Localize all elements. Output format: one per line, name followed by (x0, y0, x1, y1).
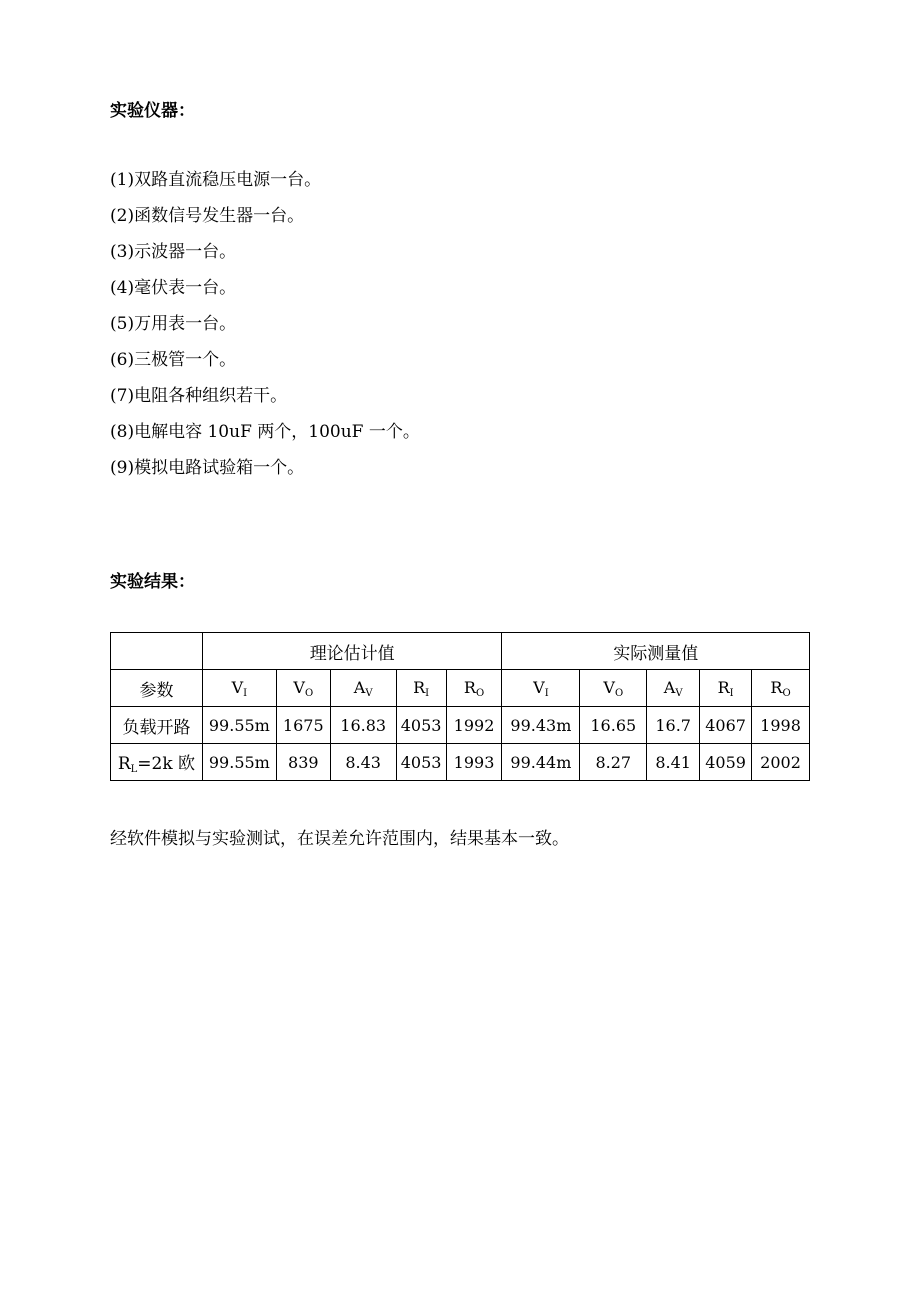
instrument-item: (2)函数信号发生器一台。 (110, 206, 305, 226)
instruments-heading: 实验仪器： (110, 101, 195, 121)
instrument-list (110, 168, 420, 492)
table-cell: 99.43m (502, 707, 580, 744)
table-cell: 839 (276, 744, 330, 781)
conclusion-text: 经软件模拟与实验测试，在误差允许范围内，结果基本一致。 (110, 829, 569, 849)
table-cell: 8.27 (580, 744, 647, 781)
results-heading: 实验结果： (110, 572, 195, 592)
param-header: $R_I$ (700, 670, 752, 707)
param-header: $V_I$ (502, 670, 580, 707)
param-header: $A_V$ (330, 670, 396, 707)
table-row (111, 707, 810, 744)
instrument-item: (9)模拟电路试验箱一个。 (110, 458, 305, 478)
row-label: $R_L=2k$ 欧 (111, 744, 203, 781)
table-cell: 1675 (276, 707, 330, 744)
table-cell: 16.83 (330, 707, 396, 744)
table-cell: 16.7 (647, 707, 700, 744)
table-group-row (111, 633, 810, 670)
table-cell: 99.55m (202, 707, 276, 744)
param-header: $V_O$ (580, 670, 647, 707)
param-header: $V_I$ (202, 670, 276, 707)
table-row (111, 744, 810, 781)
table-cell: 99.55m (202, 744, 276, 781)
instrument-item: (4)毫伏表一台。 (110, 278, 237, 298)
param-header: $R_I$ (396, 670, 446, 707)
table-cell: 99.44m (502, 744, 580, 781)
param-label: 参数 (111, 670, 203, 707)
row-label: 负载开路 (111, 707, 203, 744)
param-header: $R_O$ (752, 670, 810, 707)
table-corner-cell (111, 633, 203, 670)
param-header: $R_O$ (446, 670, 502, 707)
table-cell: 4053 (396, 707, 446, 744)
table-cell: 8.41 (647, 744, 700, 781)
table-cell: 16.65 (580, 707, 647, 744)
table-cell: 1993 (446, 744, 502, 781)
table-cell: 2002 (752, 744, 810, 781)
instrument-item: (3)示波器一台。 (110, 242, 237, 262)
results-table (110, 632, 810, 781)
table-cell: 1992 (446, 707, 502, 744)
instrument-item: (8)电解电容 10uF 两个，100uF 一个。 (110, 422, 420, 442)
param-header: $A_V$ (647, 670, 700, 707)
param-header: $V_O$ (276, 670, 330, 707)
instrument-item: (1)双路直流稳压电源一台。 (110, 170, 322, 190)
table-cell: 8.43 (330, 744, 396, 781)
table-cell: 4059 (700, 744, 752, 781)
table-cell: 4067 (700, 707, 752, 744)
instrument-item: (5)万用表一台。 (110, 314, 237, 334)
theory-group-header: 理论估计值 (202, 633, 502, 670)
instrument-item: (6)三极管一个。 (110, 350, 237, 370)
table-cell: 1998 (752, 707, 810, 744)
table-param-row (111, 670, 810, 707)
table-cell: 4053 (396, 744, 446, 781)
actual-group-header: 实际测量值 (502, 633, 810, 670)
instrument-item: (7)电阻各种组织若干。 (110, 386, 288, 406)
